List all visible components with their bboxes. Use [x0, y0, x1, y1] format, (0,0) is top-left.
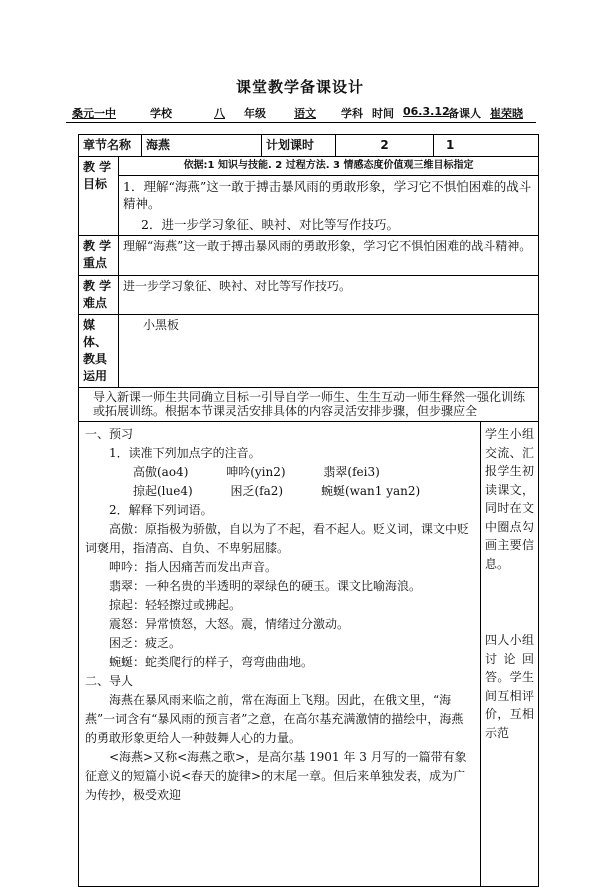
pronunciation-row-1 [85, 463, 474, 482]
media-label: 媒体、教具运用 [79, 315, 119, 388]
pron-item: 高傲(ao4) [133, 465, 189, 479]
section-1-item-1: 1．读准下列加点字的注音。 [109, 446, 261, 460]
date-value: 06.3.12 [403, 105, 450, 118]
section-1-item-2: 2．解释下列词语。 [109, 503, 213, 517]
plan-label: 计划课时 [262, 135, 336, 157]
key-label: 教 学 重点 [79, 236, 119, 276]
process-note: 导入新课一师生共同确立目标一引导自学一师生、生生互动一师生释然一强化训练或拓展训练。根据本节课灵活安排具体的内容灵活安排步骤，但步骤应全 [79, 388, 539, 422]
difficult-text: 进一步学习象征、映衬、对比等写作技巧。 [119, 276, 539, 315]
school-value: 桑元一中 [72, 107, 116, 120]
school-label: 学校 [150, 107, 172, 120]
subject-value: 语文 [294, 107, 316, 120]
pron-item: 呻吟(yin2) [226, 465, 286, 479]
grade-value: 八 [214, 107, 225, 120]
subject-label: 学科 [341, 107, 363, 120]
word-wanyan: 蜿蜒：蛇类爬行的样子，弯弯曲曲地。 [109, 655, 314, 669]
goals-label: 教 学 目标 [79, 157, 119, 236]
media-text: 小黑板 [119, 315, 539, 388]
word-feicui: 翡翠：一种名贵的半透明的翠绿色的硬玉。课文比喻海浪。 [109, 579, 422, 593]
pron-item: 蜿蜒(wan1 yan2) [320, 484, 421, 498]
intro-paragraph-1: 海燕在暴风雨来临之前，常在海面上飞翔。因此，在俄文里，“海燕”一词含有“暴风雨的预言者”之意，在高尔基充满激情的描绘中，海燕的勇敢形象更给人一种鼓舞人心的力量。 [85, 693, 464, 745]
goals-basis: 依据:1 知识与技能. 2 过程方法. 3 情感态度价值观三维目标指定 [119, 157, 538, 176]
chapter-label: 章节名称 [79, 135, 142, 157]
pron-item: 翡翠(fei3) [323, 465, 380, 479]
goal-1: 1．理解“海燕”这一敢于搏击暴风雨的勇敢形象，学习它不惧怕困难的战斗精神。 [123, 179, 532, 211]
pronunciation-row-2 [85, 482, 474, 501]
word-shenyin: 呻吟：指人因痛苦而发出声音。 [109, 560, 278, 574]
intro-paragraph-2: <海燕>又称<海燕之歌>，是高尔基 1901 年 3 月写的一篇带有象征意义的短篇小说<春天的旋律>的末尾一章。但后来单独发表，成为广为传抄，极受欢迎 [85, 750, 467, 802]
student-activity-column [481, 422, 539, 887]
lesson-body [79, 422, 481, 887]
word-zhennu: 震怒：异常愤怒，大怒。震，情绪过分激动。 [109, 617, 350, 631]
page-title: 课堂教学备课设计 [235, 78, 364, 96]
section-1-heading: 一、预习 [85, 427, 134, 441]
teacher-label: 备课人 [448, 107, 481, 120]
student-activity-b: 四人小组讨论回答。学生间互相评价，互相示范 [485, 633, 535, 740]
lesson-plan-table [78, 134, 539, 887]
plan-value: 2 [336, 135, 434, 157]
word-lueqi: 掠起：轻轻擦过或拂起。 [109, 598, 242, 612]
goal-2: 2．进一步学习象征、映衬、对比等写作技巧。 [141, 217, 399, 232]
header-line [66, 104, 536, 123]
grade-label: 年级 [244, 107, 266, 120]
chapter-value: 海燕 [142, 135, 262, 157]
time-label: 时间 [372, 107, 394, 120]
difficult-label: 教 学 难点 [79, 276, 119, 315]
word-kunfa: 困乏：疲乏。 [109, 636, 182, 650]
word-gaoao: 高傲：原指极为骄傲，自以为了不起，看不起人。贬义词，课文中贬词褒用，指清高、自负、不卑躬屈膝。 [85, 522, 470, 555]
plan-extra: 1 [434, 135, 539, 157]
teacher-value: 崔荣晓 [490, 107, 523, 120]
section-2-heading: 二、导人 [85, 674, 134, 688]
goals-cell [119, 157, 539, 236]
key-text: 理解“海燕”这一敢于搏击暴风雨的勇敢形象，学习它不惧怕困难的战斗精神。 [119, 236, 539, 276]
pron-item: 掠起(lue4) [133, 484, 193, 498]
student-activity-a: 学生小组交流、汇报学生初读课文，同时在文中圈点勾画主要信息。 [485, 427, 535, 571]
pron-item: 困乏(fa2) [230, 484, 284, 498]
